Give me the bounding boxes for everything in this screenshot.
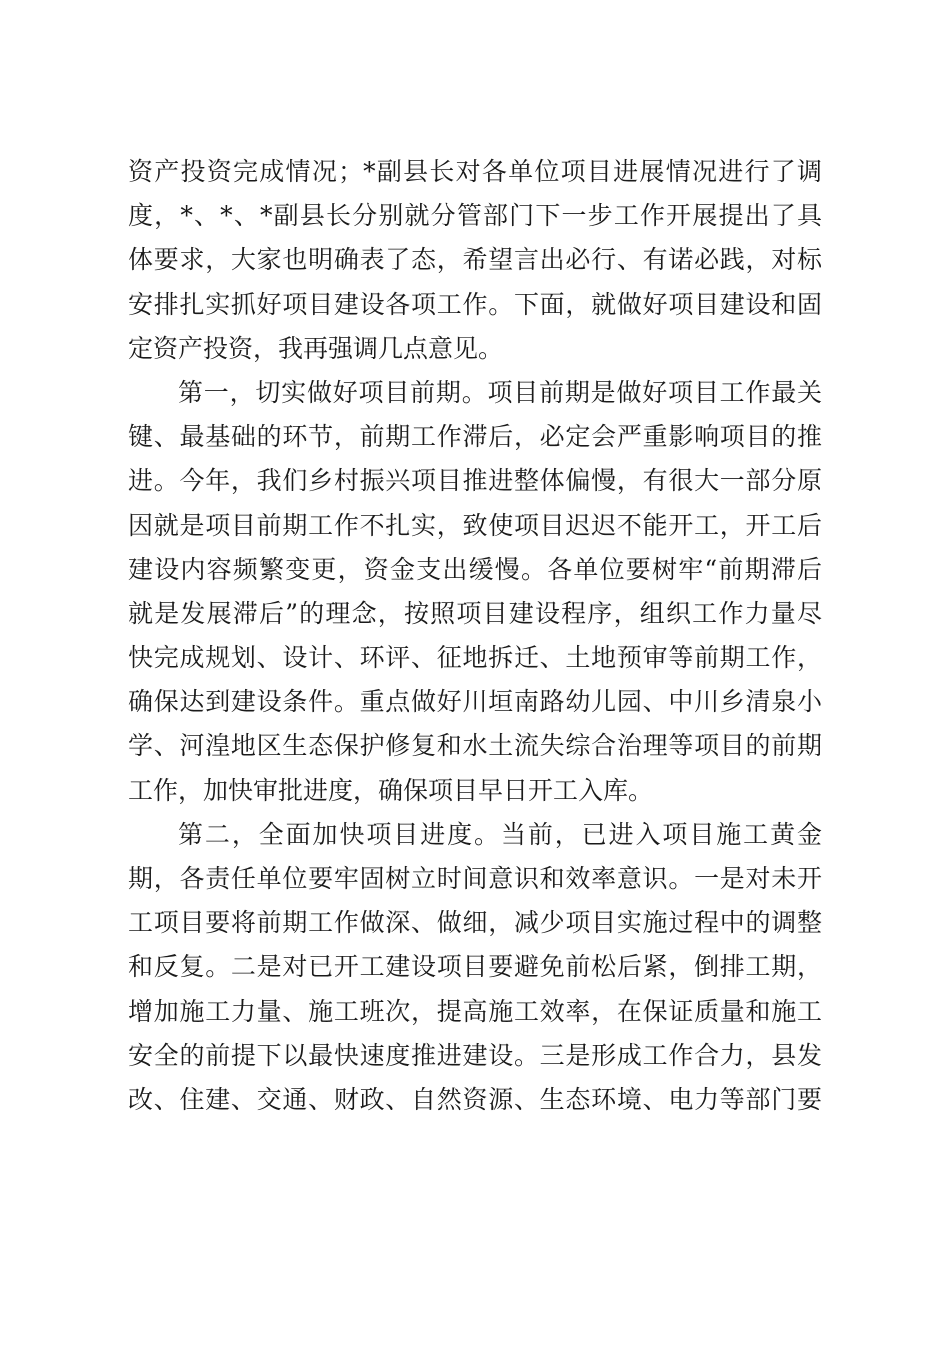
text-line: 增加施工力量、施工班次，提高施工效率，在保证质量和施工 — [128, 996, 822, 1026]
text-line: 进。今年，我们乡村振兴项目推进整体偏慢，有很大一部分原 — [128, 466, 822, 496]
paragraph-first-line: 第一，切实做好项目前期。项目前期是做好项目工作最关 — [178, 377, 822, 407]
text-line: 确保达到建设条件。重点做好川垣南路幼儿园、中川乡清泉小 — [128, 687, 822, 717]
paragraph-first-line: 第二，全面加快项目进度。当前，已进入项目施工黄金 — [178, 819, 822, 849]
text-line: 体要求，大家也明确表了态，希望言出必行、有诺必践，对标 — [128, 245, 822, 275]
text-line: 快完成规划、设计、环评、征地拆迁、土地预审等前期工作， — [128, 643, 822, 673]
text-line: 资产投资完成情况；*副县长对各单位项目进展情况进行了调 — [128, 157, 822, 186]
text-line: 因就是项目前期工作不扎实，致使项目迟迟不能开工，开工后 — [128, 510, 822, 540]
text-line: 和反复。二是对已开工建设项目要避免前松后紧，倒排工期， — [128, 952, 822, 982]
text-line: 定资产投资，我再强调几点意见。 — [128, 333, 504, 363]
text-line: 安排扎实抓好项目建设各项工作。下面，就做好项目建设和固 — [128, 289, 822, 319]
text-line: 建设内容频繁变更，资金支出缓慢。各单位要树牢“前期滞后 — [128, 554, 822, 584]
document-body — [128, 150, 822, 1122]
text-line: 度，*、*、*副县长分别就分管部门下一步工作开展提出了具 — [128, 201, 822, 231]
text-line: 工作，加快审批进度，确保项目早日开工入库。 — [128, 775, 654, 805]
text-line: 学、河湟地区生态保护修复和水土流失综合治理等项目的前期 — [128, 731, 822, 761]
text-line: 安全的前提下以最快速度推进建设。三是形成工作合力，县发 — [128, 1040, 822, 1070]
text-line: 工项目要将前期工作做深、做细，减少项目实施过程中的调整 — [128, 908, 822, 938]
text-line: 键、最基础的环节，前期工作滞后，必定会严重影响项目的推 — [128, 422, 822, 452]
text-line: 改、住建、交通、财政、自然资源、生态环境、电力等部门要 — [128, 1084, 822, 1114]
text-line: 期，各责任单位要牢固树立时间意识和效率意识。一是对未开 — [128, 864, 822, 893]
text-line: 就是发展滞后”的理念，按照项目建设程序，组织工作力量尽 — [128, 598, 822, 628]
